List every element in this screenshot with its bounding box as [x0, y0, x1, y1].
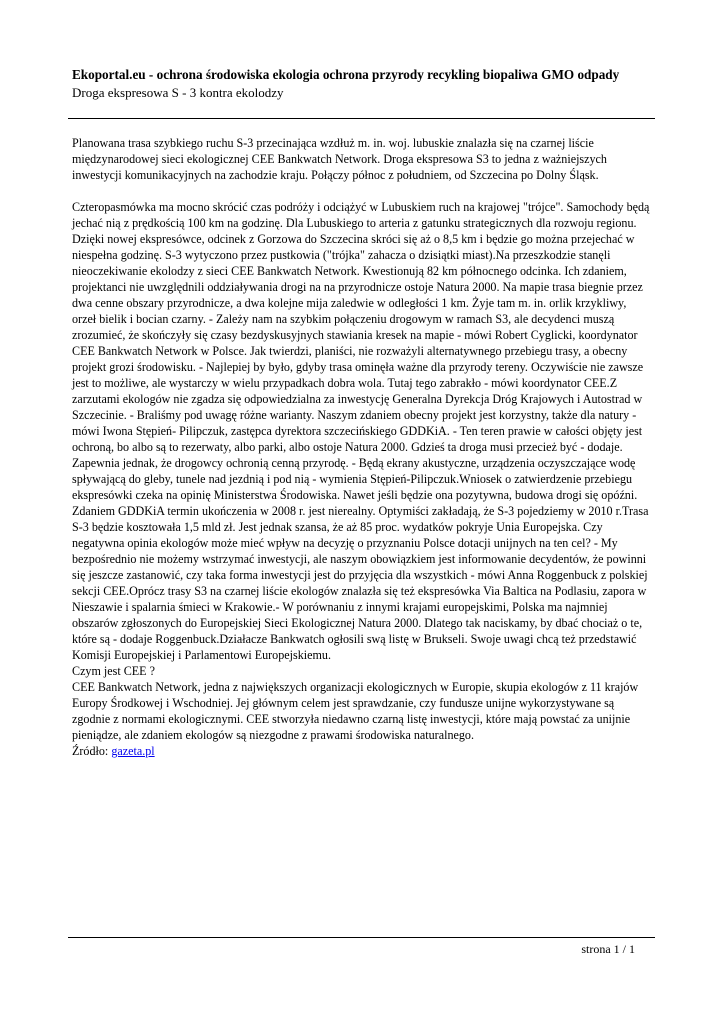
intro-line: inwestycji komunikacyjnych na zachodzie kraju. Połączy północ z południem, od Szczecina po Dolny Śląsk. [72, 168, 599, 182]
body-line: Dzięki nowej ekspresówce, odcinek z Gorzowa do Szczecina skróci się aż o 8,5 km i będzie go można przejechać w [72, 232, 635, 246]
source-label: Źródło: [72, 744, 112, 758]
body-line: orzeł bielik i bocian czarny. - Zależy nam na szybkim połączeniu drogowym w ramach S3, ale decydenci muszą [72, 312, 615, 326]
body-line: dwa cenne obszary przyrodnicze, a dwa kolejne mija zaledwie w odległości 1 km. Żyje tam m. in. orlik krzykliwy, [72, 296, 627, 310]
site-title: Ekoportal.eu - ochrona środowiska ekologia ochrona przyrody recykling biopaliwa GMO odpady [72, 67, 620, 82]
body-line: Czym jest CEE ? [72, 664, 155, 678]
source-link[interactable]: gazeta.pl [111, 744, 155, 758]
article-subtitle: Droga ekspresowa S - 3 kontra ekolodzy [72, 85, 284, 100]
body-line: CEE Bankwatch Network, jedna z największych organizacji ekologicznych w Europie, skupia ekologów z 11 krajów [72, 680, 639, 694]
body-line: pieniądze, ale zdaniem ekologów są niezgodne z prawami środowiska naturalnego. [72, 728, 474, 742]
source-line [72, 743, 657, 759]
body-line: mówi Iwona Stępień- Pilipczuk, zastępca dyrektora szczecińskiego GDDKiA. - Ten teren prawie w całości objęty jest [72, 424, 643, 438]
body-line: jest to możliwe, ale wystarczy w wielu przypadkach dobra wola. Tutaj tego zabrakło - mówi koordynator CEE.Z [72, 376, 618, 390]
body-line: jechać nią z prędkością 100 km na godzinę. Dla Lubuskiego to arteria z gatunku strategicznych dla rozwoju regionu. [72, 216, 637, 230]
body-line: spływającą do gleby, tunele nad jezdnią i pod nią - wymienia Stępień-Pilipczuk.Wniosek o zatwierdzenie przebiegu [72, 472, 633, 486]
body-line: obszarów zgłoszonych do Europejskiej Sieci Ekologicznej Natura 2000. Dlatego tak naciskamy, by dbać chociaż o te, [72, 616, 643, 630]
body-line: które są - dodaje Roggenbuck.Działacze Bankwatch ogłosili swą listę w Brukseli. Swoje uwagi chcą też przedstawić [72, 632, 637, 646]
body-line: bezpośrednio nie możemy wstrzymać inwestycji, ale naszym obowiązkiem jest informowanie decydentów, że powinni [72, 552, 647, 566]
body-line: negatywna opinia ekologów może mieć wpływ na decyzję o przyznaniu Polsce dotacji unijnych na ten cel? - My [72, 536, 618, 550]
body-line: ekspresówki czeka na opinię Ministerstwa Środowiska. Nawet jeśli będzie ona pozytywna, budowa drogi się opóźni. [72, 488, 638, 502]
body-line: sekcji CEE.Oprócz trasy S3 na czarnej liście ekologów znalazła się też ekspresówka Via Baltica na Podlasiu, zapora w [72, 584, 647, 598]
intro-line: Planowana trasa szybkiego ruchu S-3 przecinająca wzdłuż m. in. woj. lubuskie znalazła się na czarnej liście [72, 136, 594, 150]
body-line: zrozumieć, że skończyły się czasy bezdyskusyjnych stawiania kresek na mapie - mówi Robert Cyglicki, koordynator [72, 328, 638, 342]
body-line: CEE Bankwatch Network w Polsce. Jak twierdzi, planiści, nie rozważyli alternatywnego przebiegu trasy, a obecny [72, 344, 628, 358]
intro-paragraph [72, 135, 657, 183]
footer-divider [68, 937, 655, 938]
body-line: Zapewnia jednak, że drogowcy ochronią cenną przyrodę. - Będą ekrany akustyczne, urządzenia oczyszczające wodę [72, 456, 636, 470]
body-line: Szczecinie. - Braliśmy pod uwagę różne warianty. Naszym zdaniem obecny projekt jest korzystny, także dla natury - [72, 408, 637, 422]
body-line: projekt grozi środowisku. - Najlepiej by było, gdyby trasa ominęła ważne dla przyrody tereny. Oczywiście nie zawsze [72, 360, 644, 374]
article-content [72, 135, 657, 759]
page-header [72, 66, 662, 101]
body-line: się jeszcze zastanowić, czy taka forma inwestycji jest do przyjęcia dla wszystkich - mówi Anna Roggenbuck z polskiej [72, 568, 648, 582]
page-number: strona 1 / 1 [581, 942, 635, 956]
body-line: niespełna godzinę. S-3 wytyczono przez pustkowia ("trójka" zahacza o dzisiątki miast).Na przeszkodzie stanęli [72, 248, 611, 262]
body-line: Nieszawie i spalarnia śmieci w Krakowie.- W porównaniu z innymi krajami europejskimi, Polska ma najmniej [72, 600, 608, 614]
body-line: S-3 będzie kosztowała 1,5 mld zł. Jest jednak szansa, że aż 85 proc. wydatków pokryje Unia Europejska. Czy [72, 520, 603, 534]
body-line: Czteropasmówka ma mocno skrócić czas podróży i odciążyć w Lubuskiem ruch na krajowej "trójce". Samochody będą [72, 200, 650, 214]
intro-line: międzynarodowej sieci ekologicznej CEE Bankwatch Network. Droga ekspresowa S3 to jedna z ważniejszych [72, 152, 607, 166]
body-line: Zdaniem GDDKiA termin ukończenia w 2008 r. jest nierealny. Optymiści zakładają, że S-3 pojedziemy w 2010 r.Trasa [72, 504, 649, 518]
body-line: Komisji Europejskiej i Parlamentowi Europejskiemu. [72, 648, 331, 662]
header-divider [68, 118, 655, 119]
body-line: projektanci nie uwzględnili oddziaływania drogi na na przyrodnicze ostoje Natura 2000. Na mapie trasa biegnie przez [72, 280, 643, 294]
body-line: Europy Środkowej i Wschodniej. Jej głównym celem jest sprawdzanie, czy fundusze unijne wykorzystywane są [72, 696, 615, 710]
body-line: zarzutami ekologów nie zgadza się odpowiedzialna za inwestycję Generalna Dyrekcja Dróg Krajowych i Autostrad w [72, 392, 643, 406]
body-line: nieoczekiwanie ekolodzy z sieci CEE Bankwatch Network. Kwestionują 82 km północnego odcinka. Ich zdaniem, [72, 264, 627, 278]
body-line: ochroną, bo albo są to rezerwaty, albo parki, albo ostoje Natura 2000. Gdzieś ta droga musi przecież być - dodaje. [72, 440, 623, 454]
body-line: zgodnie z normami ekologicznymi. CEE stworzyła niedawno czarną listę inwestycji, które mają powstać za unijnie [72, 712, 631, 726]
body-paragraph [72, 199, 657, 759]
